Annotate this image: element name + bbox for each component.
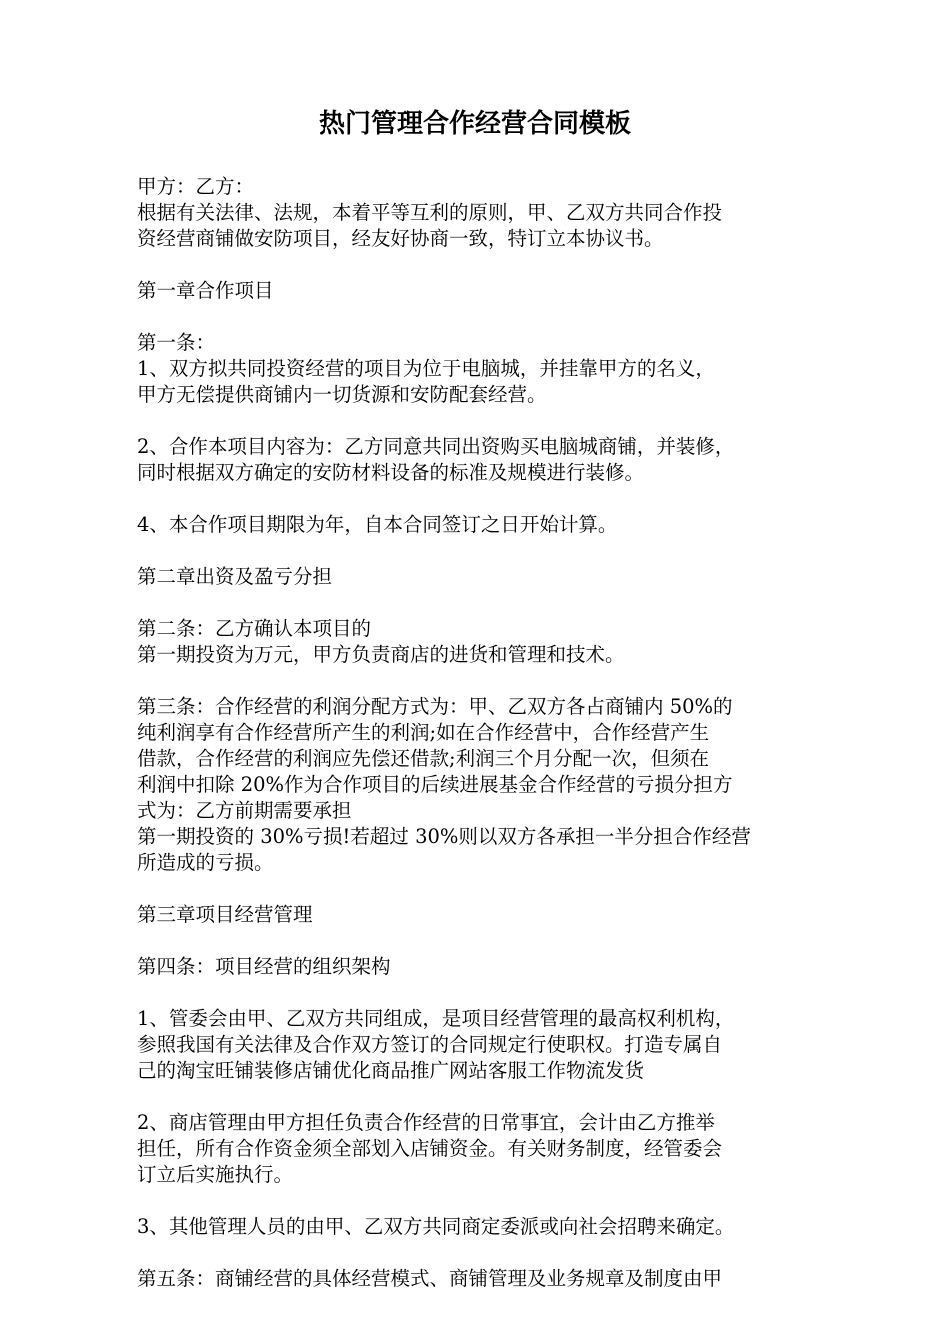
text-line: 担任，所有合作资金须全部划入店铺资金。有关财务制度，经管委会 xyxy=(137,1137,723,1160)
text-line: 式为：乙方前期需要承担 xyxy=(137,799,352,822)
text-line: 第三章项目经营管理 xyxy=(137,903,313,926)
text-line: 参照我国有关法律及合作双方签订的合同规定行使职权。打造专属自 xyxy=(137,1033,723,1056)
text-line: 第一期投资的 30%亏损!若超过 30%则以双方各承担一半分担合作经营 xyxy=(137,825,751,848)
text-line: 第一条： xyxy=(137,331,216,354)
text-line: 第五条：商铺经营的具体经营模式、商铺管理及业务规章及制度由甲 xyxy=(137,1267,723,1290)
paragraph xyxy=(137,512,827,538)
text-line: 订立后实施执行。 xyxy=(137,1163,294,1186)
text-line: 所造成的亏损。 xyxy=(137,851,274,874)
document-body xyxy=(137,174,827,1292)
paragraph xyxy=(137,1214,827,1240)
paragraph xyxy=(137,954,827,980)
paragraph xyxy=(137,1266,827,1292)
text-line: 利润中扣除 20%作为合作项目的后续进展基金合作经营的亏损分担方 xyxy=(137,773,733,796)
paragraph xyxy=(137,902,827,928)
text-line: 4、本合作项目期限为年，自本合同签订之日开始计算。 xyxy=(137,513,618,536)
text-line: 第四条：项目经营的组织架构 xyxy=(137,955,391,978)
text-line: 第三条：合作经营的利润分配方式为：甲、乙双方各占商铺内 50%的 xyxy=(137,695,733,718)
paragraph xyxy=(137,278,827,304)
text-line: 借款，合作经营的利润应先偿还借款;利润三个月分配一次，但须在 xyxy=(137,747,710,770)
text-line: 己的淘宝旺铺装修店铺优化商品推广网站客服工作物流发货 xyxy=(137,1059,645,1082)
text-line: 第二条：乙方确认本项目的 xyxy=(137,617,372,640)
text-line: 2、合作本项目内容为：乙方同意共同出资购买电脑城商铺，并装修， xyxy=(137,435,735,458)
document-title: 热门管理合作经营合同模板 xyxy=(318,109,631,139)
text-line: 1、管委会由甲、乙双方共同组成，是项目经营管理的最高权利机构， xyxy=(137,1007,735,1030)
text-line: 第一期投资为万元，甲方负责商店的进货和管理和技术。 xyxy=(137,643,625,666)
paragraph xyxy=(137,434,827,486)
text-line: 2、商店管理由甲方担任负责合作经营的日常事宜，会计由乙方推举 xyxy=(137,1111,715,1134)
paragraph xyxy=(137,1006,827,1084)
text-line: 3、其他管理人员的由甲、乙双方共同商定委派或向社会招聘来确定。 xyxy=(137,1215,735,1238)
text-line: 纯利润享有合作经营所产生的利润;如在合作经营中，合作经营产生 xyxy=(137,721,710,744)
text-line: 甲方无偿提供商铺内一切货源和安防配套经营。 xyxy=(137,383,547,406)
text-line: 第二章出资及盈亏分担 xyxy=(137,565,333,588)
paragraph xyxy=(137,330,827,408)
paragraph xyxy=(137,1110,827,1188)
paragraph xyxy=(137,564,827,590)
paragraph xyxy=(137,174,827,252)
text-line: 同时根据双方确定的安防材料设备的标准及规模进行装修。 xyxy=(137,461,645,484)
text-line: 根据有关法律、法规，本着平等互利的原则，甲、乙双方共同合作投 xyxy=(137,201,723,224)
text-line: 1、双方拟共同投资经营的项目为位于电脑城，并挂靠甲方的名义， xyxy=(137,357,715,380)
paragraph xyxy=(137,616,827,668)
text-line: 甲方：乙方： xyxy=(137,175,255,198)
text-line: 资经营商铺做安防项目，经友好协商一致，特订立本协议书。 xyxy=(137,227,664,250)
paragraph xyxy=(137,694,827,876)
text-line: 第一章合作项目 xyxy=(137,279,274,302)
